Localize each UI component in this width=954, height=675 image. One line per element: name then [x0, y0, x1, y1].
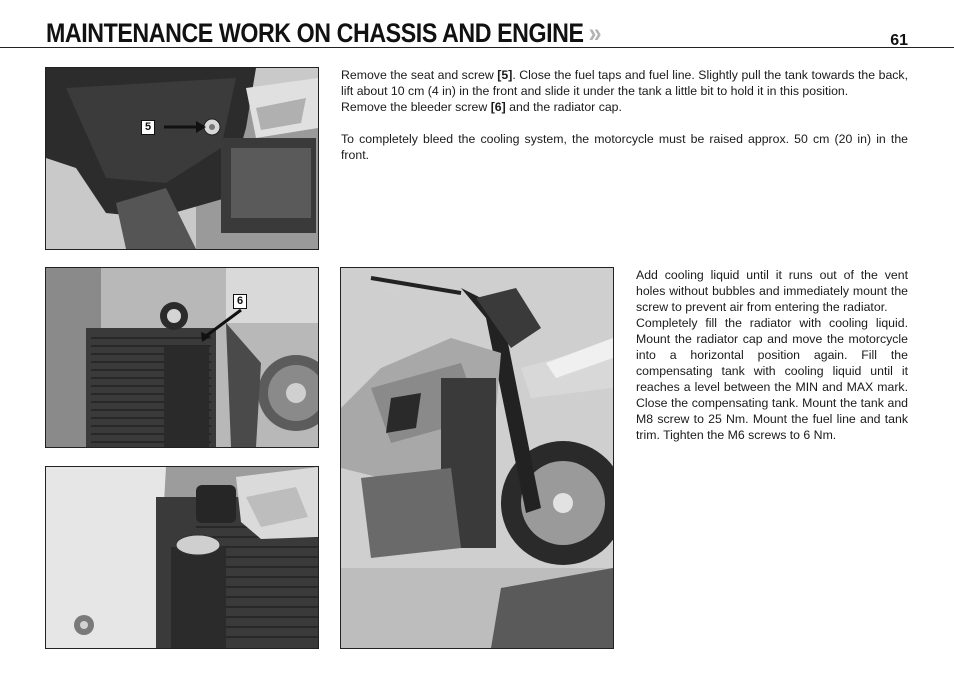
header-divider [0, 47, 954, 48]
ref-screw-5: [5] [497, 68, 513, 82]
callout-5: 5 [141, 120, 155, 135]
instructions-bottom [636, 267, 908, 443]
instruction-paragraph-4: Add cooling liquid until it runs out of the vent holes without bubbles and immediately mount the screw to prevent air from entering the radiator. [636, 268, 908, 314]
instruction-paragraph-5: Completely fill the radiator with cooling liquid. Mount the radiator cap and move the motorcycle into a horizontal position again. Fill the compensating tank with cooling liquid until it reaches a level between the MIN and MAX mark. Close the compensating tank. Mount the tank and M8 screw to 25 Nm. Mount the fuel line and tank trim. Tighten the M6 screws to 6 Nm. [636, 316, 908, 442]
page-title-text: MAINTENANCE WORK ON CHASSIS AND ENGINE [46, 18, 584, 48]
photo-radiator-cap [45, 466, 319, 649]
chevron-icon: » [588, 18, 602, 48]
callout-6: 6 [233, 294, 247, 309]
instruction-paragraph-2: Remove the bleeder screw [6] and the radiator cap. [341, 100, 622, 114]
photo-bleeder-screw [45, 267, 319, 448]
ref-screw-6: [6] [490, 100, 506, 114]
page-title [46, 18, 601, 49]
photo-tank-screw [45, 67, 319, 250]
instructions-top [341, 67, 908, 163]
photo-motorcycle-raised [340, 267, 614, 649]
page-number: 61 [890, 32, 908, 49]
instruction-paragraph-1: Remove the seat and screw [5]. Close the fuel taps and fuel line. Slightly pull the tank towards the back, lift about 10 cm (4 in) in the front and slide it under the tank a little bit to hold it in this position. [341, 68, 908, 98]
instruction-paragraph-3: To completely bleed the cooling system, the motorcycle must be raised approx. 50 cm (20 in) in the front. [341, 132, 908, 162]
